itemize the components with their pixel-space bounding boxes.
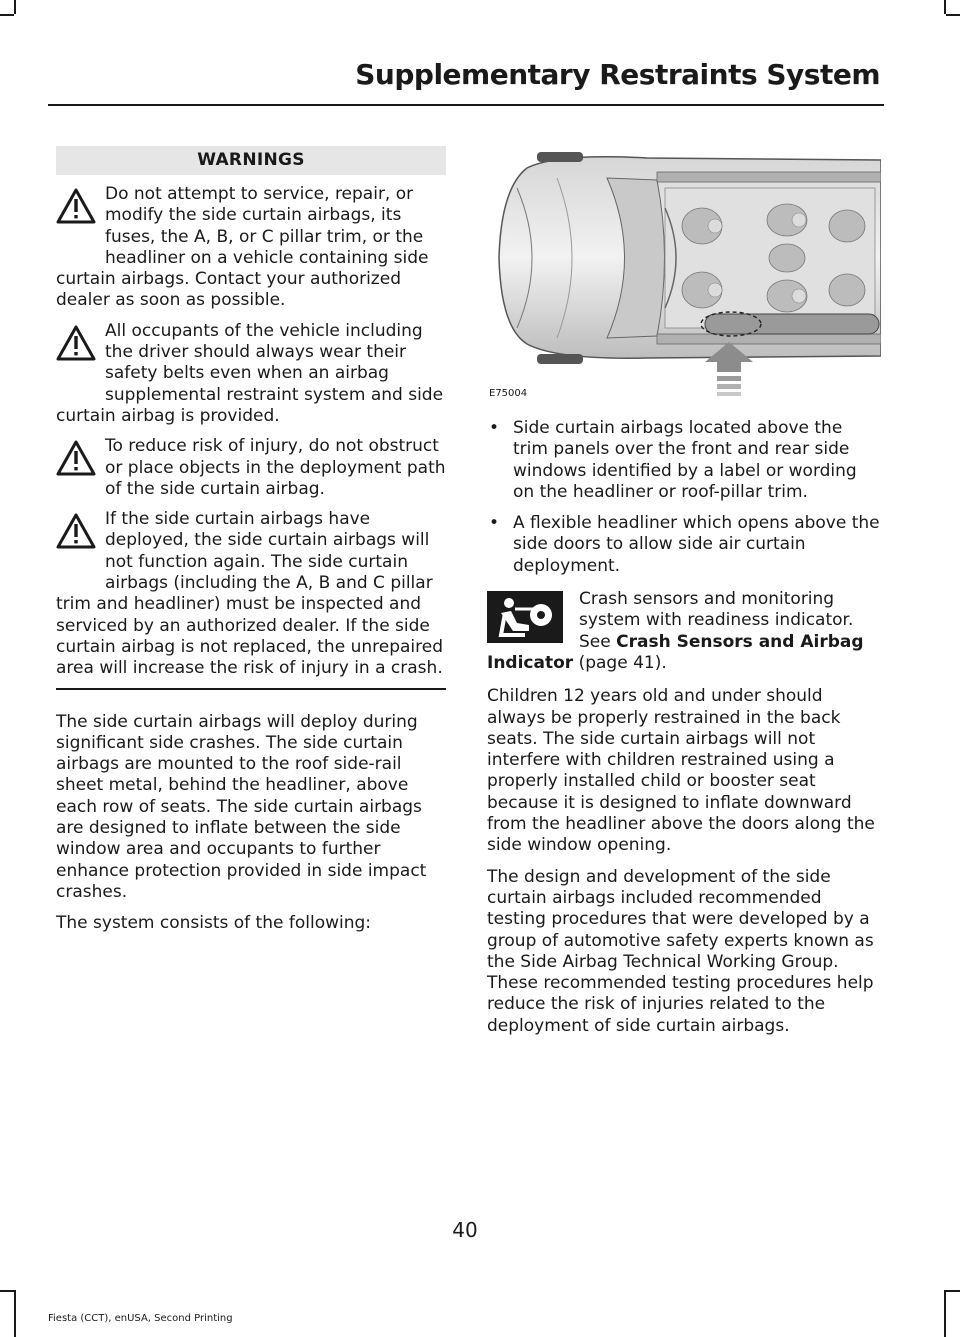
warnings-heading: WARNINGS	[56, 146, 446, 175]
warning-text: All occupants of the vehicle including the driver should always wear their safety belts even when an airbag supplemental restraint system and side curtain airbag is provided.	[56, 320, 444, 426]
page-reference: (page 41).	[578, 652, 667, 673]
warning-item	[56, 321, 446, 427]
page-title: Supplementary Restraints System	[355, 58, 880, 91]
page-number: 40	[452, 1218, 478, 1242]
crop-mark	[14, 1290, 16, 1337]
warning-triangle-icon	[56, 440, 105, 502]
bullet-glyph: •	[489, 513, 500, 534]
body-paragraph: The side curtain airbags will deploy during significant side crashes. The side curtain airbags are mounted to the roof side-rail sheet metal, behind the headliner, above each row of seats. The side curtain airbags are designed to inflate between the side window area and occupants to further enhance protection provided in side impact crashes.	[56, 711, 427, 902]
vehicle-top-view-image	[487, 148, 881, 410]
system-components-list	[487, 418, 881, 577]
crash-sensors-link[interactable]: Crash Sensors and Airbag Indicator	[487, 631, 864, 673]
crash-sensors-item	[487, 589, 881, 674]
left-column	[56, 146, 446, 935]
crop-mark	[944, 0, 946, 14]
header-rule	[48, 104, 884, 106]
crash-sensors-text: Crash sensors and monitoring system with readiness indicator. See	[579, 589, 854, 652]
body-paragraph: Children 12 years old and under should always be properly restrained in the back seats. The side curtain airbags will not interfere with children restrained using a properly installed child or booster seat because it is designed to inflate downward from the headliner above the doors along the side window opening.	[487, 686, 875, 856]
right-column	[487, 148, 881, 1037]
warning-item	[56, 184, 446, 312]
warning-triangle-icon	[56, 325, 105, 387]
crop-mark	[946, 1290, 960, 1292]
warning-item	[56, 509, 446, 679]
warnings-end-rule	[56, 688, 446, 690]
body-paragraph: The system consists of the following:	[56, 913, 372, 934]
crop-mark	[14, 0, 16, 14]
warning-text: Do not attempt to service, repair, or modify the side curtain airbags, its fuses, the A, B, or C pillar trim, or the headliner on a vehicle containing side curtain airbags. Contact your authorized dealer as soon as possible.	[56, 184, 429, 311]
warning-triangle-icon	[56, 188, 105, 250]
bullet-glyph: •	[489, 418, 500, 438]
crop-mark	[0, 1290, 14, 1292]
airbag-indicator-icon	[487, 591, 563, 643]
list-item-text: A flexible headliner which opens above the side doors to allow side air curtain deployment.	[513, 513, 880, 576]
figure-label: E75004	[489, 388, 528, 399]
crop-mark	[0, 14, 14, 16]
warning-triangle-icon	[56, 513, 105, 575]
vehicle-airbag-illustration	[487, 148, 881, 410]
warning-text: If the side curtain airbags have deployed, the side curtain airbags will not function again. The side curtain airbags (including the A, B and C pillar trim and headliner) must be inspected and serviced by an authorized dealer. If the side curtain airbag is not replaced, the unrepaired area will increase the risk of injury in a crash.	[56, 509, 443, 679]
body-paragraph: The design and development of the side curtain airbags included recommended testing procedures that were developed by a group of automotive safety experts known as the Side Airbag Technical Working Group. These recommended testing procedures help reduce the risk of injuries related to the deployment of side curtain airbags.	[487, 866, 874, 1036]
list-item	[487, 513, 881, 577]
warning-item	[56, 436, 446, 500]
footer-text: Fiesta (CCT), enUSA, Second Printing	[48, 1313, 233, 1324]
list-item-text: Side curtain airbags located above the trim panels over the front and rear side windows identified by a label or wording on the headliner or roof-pillar trim.	[513, 418, 857, 502]
crop-mark	[944, 1290, 946, 1337]
list-item	[487, 418, 881, 503]
crop-mark	[946, 14, 960, 16]
warning-text: To reduce risk of injury, do not obstruct or place objects in the deployment path of the side curtain airbag.	[105, 436, 446, 499]
